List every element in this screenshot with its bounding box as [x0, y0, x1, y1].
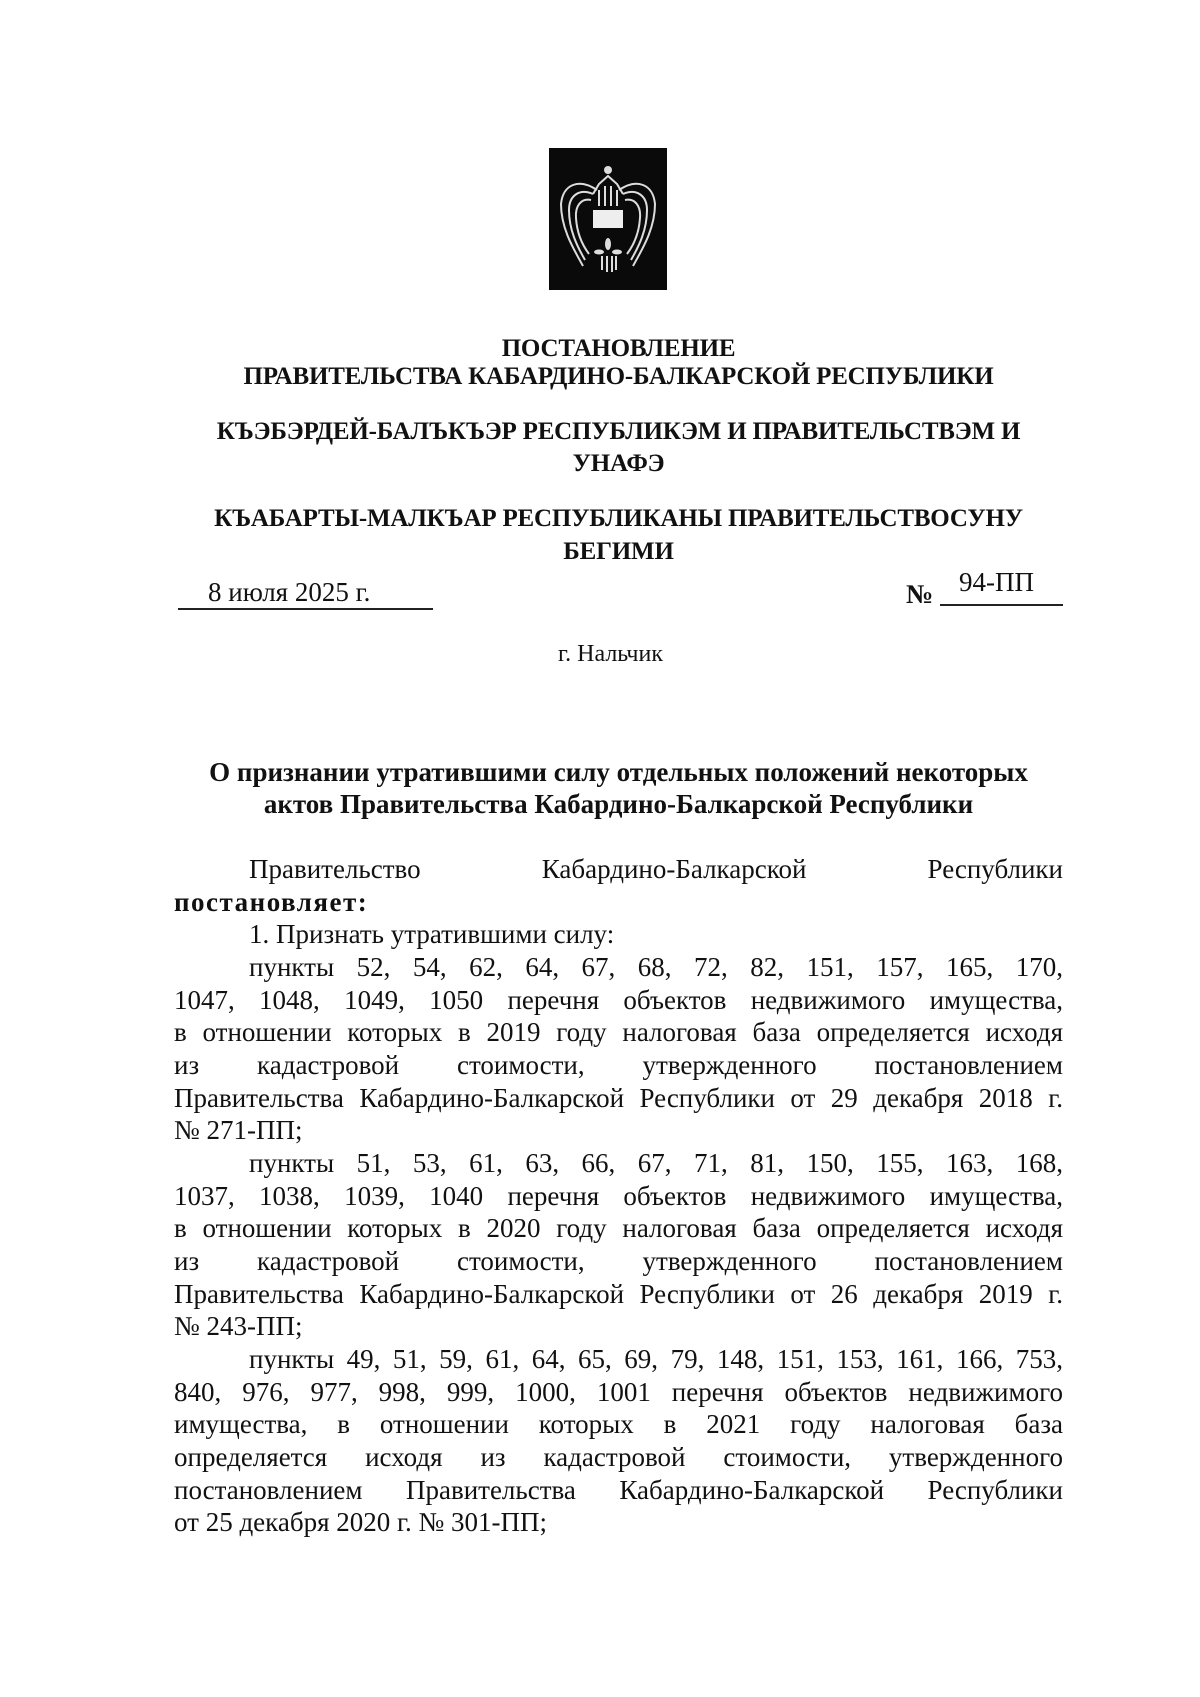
- body-line: 840, 976, 977, 998, 999, 1000, 1001 перечня объектов недвижимого: [174, 1377, 1063, 1407]
- body-line: пункты 51, 53, 61, 63, 66, 67, 71, 81, 150, 155, 163, 168,: [249, 1148, 1063, 1178]
- title-resolution: ПОСТАНОВЛЕНИЕ: [501, 335, 736, 362]
- body-line: пункты 52, 54, 62, 64, 67, 68, 72, 82, 151, 157, 165, 170,: [249, 952, 1063, 982]
- date-underline: [178, 608, 433, 610]
- document-heading-line1: О признании утратившими силу отдельных положений некоторых: [209, 757, 1028, 787]
- body-line: из кадастровой стоимости, утвержденного постановлением: [174, 1246, 1063, 1276]
- body-line: в отношении которых в 2019 году налоговая база определяется исходя: [174, 1017, 1063, 1047]
- title-government-balkar-line1: КЪАБАРТЫ-МАЛКЪАР РЕСПУБЛИКАНЫ ПРАВИТЕЛЬСТВОСУНУ: [214, 505, 1023, 532]
- body-line: Правительства Кабардино-Балкарской Республики от 26 декабря 2019 г.: [174, 1279, 1063, 1309]
- body-line: в отношении которых в 2020 году налоговая база определяется исходя: [174, 1213, 1063, 1243]
- document-number: 94-ПП: [959, 567, 1034, 597]
- coat-of-arms-emblem: [549, 148, 667, 290]
- body-line: пункты 49, 51, 59, 61, 64, 65, 69, 79, 148, 151, 153, 161, 166, 753,: [249, 1344, 1063, 1374]
- body-line: от 25 декабря 2020 г. № 301-ПП;: [174, 1507, 548, 1537]
- title-government-kabardian-line1: КЪЭБЭРДЕЙ-БАЛЪКЪЭР РЕСПУБЛИКЭМ И ПРАВИТЕЛЬСТВЭМ И: [216, 418, 1021, 445]
- body-line: определяется исходя из кадастровой стоимости, утвержденного: [174, 1442, 1063, 1472]
- body-line: Правительства Кабардино-Балкарской Республики от 29 декабря 2018 г.: [174, 1083, 1063, 1113]
- body-line: 1037, 1038, 1039, 1040 перечня объектов недвижимого имущества,: [174, 1181, 1063, 1211]
- city: г. Нальчик: [558, 641, 663, 667]
- body-line: 1047, 1048, 1049, 1050 перечня объектов недвижимого имущества,: [174, 985, 1063, 1015]
- number-underline: [940, 604, 1063, 606]
- number-sign: №: [906, 579, 934, 609]
- body-line: 1. Признать утратившими силу:: [249, 919, 615, 949]
- body-line: № 243-ПП;: [174, 1311, 303, 1341]
- body-line: имущества, в отношении которых в 2021 году налоговая база: [174, 1409, 1063, 1439]
- document-heading-line2: актов Правительства Кабардино-Балкарской Республики: [263, 789, 974, 819]
- body-line: Правительство Кабардино-Балкарской Республики: [249, 854, 1063, 884]
- title-government-balkar-line2: БЕГИМИ: [563, 538, 674, 565]
- title-government-kabardian-line2: УНАФЭ: [572, 450, 665, 477]
- body-line: постановлением Правительства Кабардино-Балкарской Республики: [174, 1475, 1063, 1505]
- title-government-ru: ПРАВИТЕЛЬСТВА КАБАРДИНО-БАЛКАРСКОЙ РЕСПУБЛИКИ: [243, 363, 994, 390]
- body-line: № 271-ПП;: [174, 1115, 303, 1145]
- body-line: из кадастровой стоимости, утвержденного постановлением: [174, 1050, 1063, 1080]
- document-date: 8 июля 2025 г.: [208, 577, 371, 607]
- body-line: постановляет:: [174, 887, 369, 917]
